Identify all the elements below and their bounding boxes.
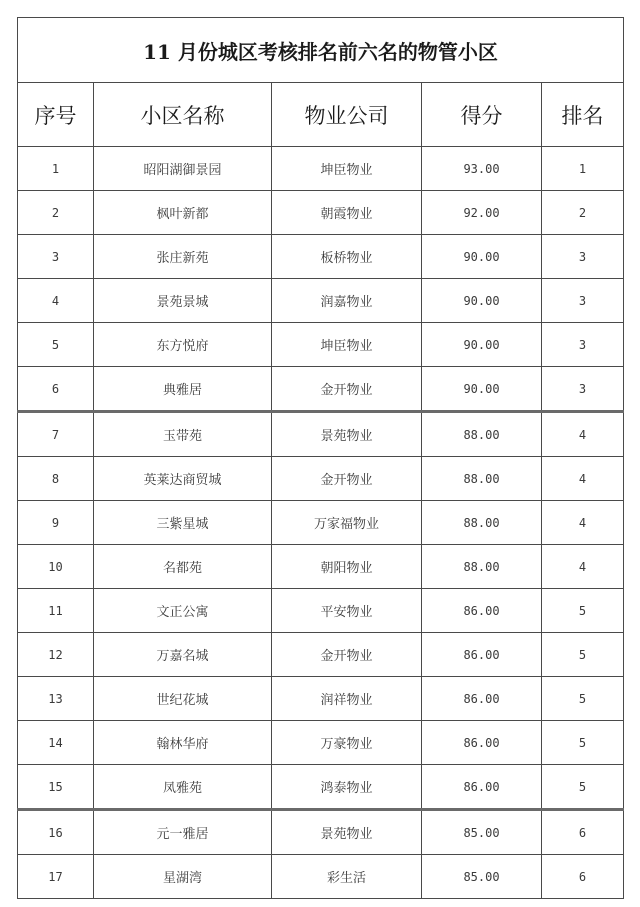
cell-score: 88.00: [422, 412, 542, 457]
cell-row-number: 13: [18, 677, 94, 721]
cell-row-number: 11: [18, 589, 94, 633]
cell-property-company: 润嘉物业: [272, 279, 422, 323]
cell-rank: 2: [542, 191, 624, 235]
cell-row-number: 17: [18, 855, 94, 899]
cell-property-company: 景苑物业: [272, 412, 422, 457]
table-row: [18, 191, 624, 235]
cell-rank: 1: [542, 147, 624, 191]
cell-rank: 6: [542, 855, 624, 899]
table-row: [18, 279, 624, 323]
table-row: [18, 367, 624, 412]
cell-rank: 4: [542, 501, 624, 545]
cell-property-company: 坤臣物业: [272, 323, 422, 367]
cell-community-name: 凤雅苑: [94, 765, 272, 810]
table-row: [18, 721, 624, 765]
cell-community-name: 张庄新苑: [94, 235, 272, 279]
cell-property-company: 金开物业: [272, 633, 422, 677]
cell-score: 90.00: [422, 323, 542, 367]
table-row: [18, 147, 624, 191]
table-row: [18, 855, 624, 899]
cell-community-name: 翰林华府: [94, 721, 272, 765]
table-row: [18, 323, 624, 367]
cell-score: 86.00: [422, 721, 542, 765]
cell-score: 90.00: [422, 235, 542, 279]
cell-property-company: 润祥物业: [272, 677, 422, 721]
table-row: [18, 589, 624, 633]
title-row: [18, 18, 624, 83]
cell-community-name: 三紫星城: [94, 501, 272, 545]
cell-property-company: 坤臣物业: [272, 147, 422, 191]
ranking-sheet: [17, 17, 623, 899]
cell-property-company: 金开物业: [272, 367, 422, 412]
cell-rank: 4: [542, 457, 624, 501]
table-title: 11 月份城区考核排名前六名的物管小区: [18, 18, 624, 83]
header-property-company: 物业公司: [272, 83, 422, 147]
table-row: [18, 633, 624, 677]
table-row: [18, 545, 624, 589]
cell-community-name: 元一雅居: [94, 810, 272, 855]
cell-property-company: 万豪物业: [272, 721, 422, 765]
cell-score: 90.00: [422, 367, 542, 412]
cell-rank: 6: [542, 810, 624, 855]
cell-row-number: 4: [18, 279, 94, 323]
cell-score: 86.00: [422, 589, 542, 633]
cell-property-company: 板桥物业: [272, 235, 422, 279]
cell-score: 90.00: [422, 279, 542, 323]
cell-score: 93.00: [422, 147, 542, 191]
cell-row-number: 5: [18, 323, 94, 367]
cell-row-number: 12: [18, 633, 94, 677]
cell-property-company: 金开物业: [272, 457, 422, 501]
ranking-table: [17, 17, 624, 899]
cell-rank: 3: [542, 279, 624, 323]
cell-community-name: 星湖湾: [94, 855, 272, 899]
cell-property-company: 朝霞物业: [272, 191, 422, 235]
cell-score: 88.00: [422, 457, 542, 501]
cell-rank: 3: [542, 235, 624, 279]
cell-community-name: 枫叶新都: [94, 191, 272, 235]
cell-row-number: 10: [18, 545, 94, 589]
header-score: 得分: [422, 83, 542, 147]
cell-property-company: 彩生活: [272, 855, 422, 899]
cell-community-name: 英莱达商贸城: [94, 457, 272, 501]
cell-row-number: 6: [18, 367, 94, 412]
table-row: [18, 765, 624, 810]
cell-rank: 5: [542, 677, 624, 721]
cell-community-name: 玉带苑: [94, 412, 272, 457]
cell-rank: 3: [542, 323, 624, 367]
header-rank: 排名: [542, 83, 624, 147]
cell-score: 86.00: [422, 633, 542, 677]
cell-score: 85.00: [422, 855, 542, 899]
cell-community-name: 世纪花城: [94, 677, 272, 721]
cell-rank: 5: [542, 765, 624, 810]
table-row: [18, 501, 624, 545]
cell-score: 85.00: [422, 810, 542, 855]
cell-rank: 4: [542, 545, 624, 589]
cell-row-number: 1: [18, 147, 94, 191]
cell-score: 88.00: [422, 545, 542, 589]
cell-score: 86.00: [422, 765, 542, 810]
cell-row-number: 3: [18, 235, 94, 279]
header-row: [18, 83, 624, 147]
cell-rank: 4: [542, 412, 624, 457]
cell-row-number: 15: [18, 765, 94, 810]
cell-community-name: 典雅居: [94, 367, 272, 412]
cell-row-number: 9: [18, 501, 94, 545]
cell-rank: 5: [542, 589, 624, 633]
table-row: [18, 457, 624, 501]
cell-community-name: 万嘉名城: [94, 633, 272, 677]
cell-rank: 5: [542, 633, 624, 677]
cell-score: 92.00: [422, 191, 542, 235]
cell-community-name: 昭阳湖御景园: [94, 147, 272, 191]
cell-community-name: 东方悦府: [94, 323, 272, 367]
cell-property-company: 鸿泰物业: [272, 765, 422, 810]
cell-community-name: 文正公寓: [94, 589, 272, 633]
cell-property-company: 景苑物业: [272, 810, 422, 855]
cell-property-company: 平安物业: [272, 589, 422, 633]
cell-row-number: 14: [18, 721, 94, 765]
header-no: 序号: [18, 83, 94, 147]
table-body: [18, 147, 624, 899]
cell-row-number: 8: [18, 457, 94, 501]
cell-row-number: 7: [18, 412, 94, 457]
cell-rank: 5: [542, 721, 624, 765]
table-row: [18, 412, 624, 457]
cell-community-name: 景苑景城: [94, 279, 272, 323]
header-community-name: 小区名称: [94, 83, 272, 147]
cell-score: 88.00: [422, 501, 542, 545]
cell-rank: 3: [542, 367, 624, 412]
cell-row-number: 16: [18, 810, 94, 855]
cell-community-name: 名都苑: [94, 545, 272, 589]
table-row: [18, 810, 624, 855]
cell-property-company: 朝阳物业: [272, 545, 422, 589]
cell-score: 86.00: [422, 677, 542, 721]
table-row: [18, 677, 624, 721]
table-row: [18, 235, 624, 279]
cell-property-company: 万家福物业: [272, 501, 422, 545]
cell-row-number: 2: [18, 191, 94, 235]
